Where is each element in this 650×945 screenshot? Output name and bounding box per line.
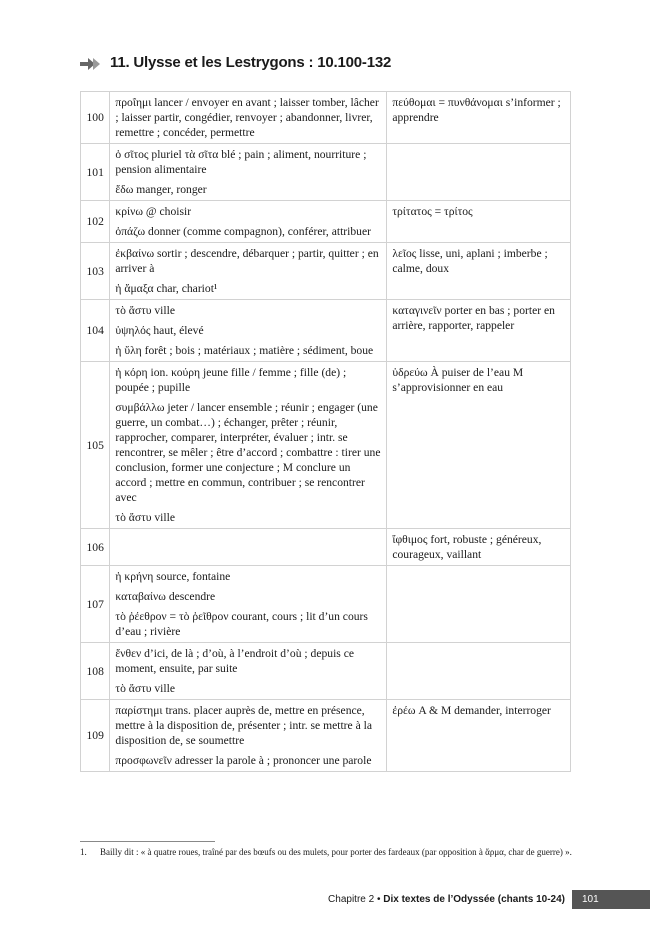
- vocab-entry: τὸ ἄστυ ville: [115, 682, 175, 695]
- vocab-entry: ἡ ἅμαξα char, chariot¹: [115, 282, 218, 295]
- table-row: [81, 243, 571, 300]
- right-column-cell: [387, 700, 571, 772]
- left-column-cell: [110, 300, 387, 362]
- left-column-cell: [110, 243, 387, 300]
- right-column-cell: [387, 362, 571, 529]
- chapter-prefix: Chapitre 2 •: [328, 894, 381, 905]
- right-column-cell: [387, 92, 571, 144]
- verse-number: 102: [81, 201, 110, 243]
- vocab-entry: ὑδρεύω À puiser de l’eau M s’approvisionner en eau: [392, 366, 524, 394]
- vocab-entry: παρίστημι trans. placer auprès de, mettre en présence, mettre à la disposition de, présenter ; intr. se mettre à la disposition de, se soumettre: [115, 704, 372, 747]
- verse-number: 106: [81, 529, 110, 566]
- left-column-cell: [110, 643, 387, 700]
- table-row: [81, 144, 571, 201]
- vocab-entry: προΐημι lancer / envoyer en avant ; laisser tomber, lâcher ; laisser partir, congédier, renvoyer ; abandonner, livrer, remettre ; concéder, permettre: [115, 96, 379, 139]
- table-row: [81, 362, 571, 529]
- verse-number: 109: [81, 700, 110, 772]
- vocab-entry: τὸ ῥέεθρον = τὸ ῥεῖθρον courant, cours ; lit d’un cours d’eau ; rivière: [115, 610, 368, 638]
- vocab-entry: ἡ ὕλη forêt ; bois ; matériaux ; matière ; sédiment, boue: [115, 344, 374, 357]
- verse-number: 101: [81, 144, 110, 201]
- vocab-entry: ἐρέω A & M demander, interroger: [392, 704, 551, 717]
- table-row: [81, 566, 571, 643]
- vocab-entry: πεύθομαι = πυνθάνομαι s’informer ; apprendre: [392, 96, 561, 124]
- page-number: 101: [572, 890, 650, 909]
- left-column-cell: [110, 92, 387, 144]
- vocabulary-table: [80, 91, 571, 772]
- page-footer: [328, 890, 650, 909]
- vocab-entry: ἡ κόρη ion. κούρη jeune fille / femme ; fille (de) ; poupée ; pupille: [115, 366, 347, 394]
- right-column-cell: [387, 529, 571, 566]
- left-column-cell: [110, 201, 387, 243]
- table-row: [81, 201, 571, 243]
- left-column-cell: [110, 566, 387, 643]
- vocab-entry: καταγινεῖν porter en bas ; porter en arrière, rapporter, rappeler: [392, 304, 555, 332]
- section-title: 11. Ulysse et les Lestrygons : 10.100-132: [110, 54, 392, 71]
- right-column-cell: [387, 643, 571, 700]
- vocab-entry: προσφωνεῖν adresser la parole à ; prononcer une parole: [115, 754, 372, 767]
- chapter-title: Dix textes de l’Odyssée (chants 10-24): [383, 894, 565, 905]
- verse-number: 100: [81, 92, 110, 144]
- vocab-entry: ἡ κρήνη source, fontaine: [115, 570, 231, 583]
- vocab-entry: ὀπάζω donner (comme compagnon), conférer, attribuer: [115, 225, 371, 238]
- footnote-number: 1.: [80, 847, 87, 857]
- footnote-text: Bailly dit : « à quatre roues, traîné par des bœufs ou des mulets, pour porter des fardeaux (par opposition à ἅρμα, char de guerre) ».: [100, 847, 572, 857]
- left-column-cell: [110, 362, 387, 529]
- right-column-cell: [387, 144, 571, 201]
- vocab-entry: ἔνθεν d’ici, de là ; d’où, à l’endroit d’où ; depuis ce moment, ensuite, par suite: [115, 647, 354, 675]
- verse-number: 107: [81, 566, 110, 643]
- right-column-cell: [387, 243, 571, 300]
- section-heading: [80, 54, 391, 71]
- vocab-entry: κρίνω @ choisir: [115, 205, 192, 218]
- vocab-entry: ἔδω manger, ronger: [115, 183, 207, 196]
- vocab-entry: λεῖος lisse, uni, aplani ; imberbe ; calme, doux: [392, 247, 548, 275]
- footnote: [80, 846, 572, 858]
- vocab-entry: τὸ ἄστυ ville: [115, 511, 175, 524]
- vocab-entry: καταβαίνω descendre: [115, 590, 216, 603]
- vocab-entry: ἴφθιμος fort, robuste ; généreux, courageux, vaillant: [392, 533, 542, 561]
- verse-number: 104: [81, 300, 110, 362]
- table-row: [81, 529, 571, 566]
- right-column-cell: [387, 300, 571, 362]
- right-column-cell: [387, 201, 571, 243]
- table-row: [81, 92, 571, 144]
- verse-number: 108: [81, 643, 110, 700]
- verse-number: 103: [81, 243, 110, 300]
- vocab-entry: ἐκβαίνω sortir ; descendre, débarquer ; partir, quitter ; en arriver à: [115, 247, 379, 275]
- table-row: [81, 700, 571, 772]
- double-arrow-icon: [80, 56, 104, 70]
- vocab-entry: ὁ σῖτος pluriel τὰ σῖτα blé ; pain ; aliment, nourriture ; pension alimentaire: [115, 148, 367, 176]
- vocab-entry: συμβάλλω jeter / lancer ensemble ; réunir ; engager (une guerre, un combat…) ; échanger, prêter ; réunir, rapprocher, comparer, interpréter, évaluer ; intr. se rencontrer, se mêler ; être d’accord ; combattre : tirer une conclusion, former une conjecture ; M conclure un accord ; mettre en commun, contribuer ; se rencontrer avec: [115, 401, 381, 504]
- vocab-entry: τρίτατος = τρίτος: [392, 205, 473, 218]
- table-row: [81, 643, 571, 700]
- vocab-entry: ὑψηλός haut, élevé: [115, 324, 204, 337]
- left-column-cell: [110, 529, 387, 566]
- left-column-cell: [110, 144, 387, 201]
- footnote-divider: [80, 841, 215, 842]
- running-footer: [328, 894, 565, 905]
- verse-number: 105: [81, 362, 110, 529]
- vocab-entry: τὸ ἄστυ ville: [115, 304, 175, 317]
- table-row: [81, 300, 571, 362]
- left-column-cell: [110, 700, 387, 772]
- right-column-cell: [387, 566, 571, 643]
